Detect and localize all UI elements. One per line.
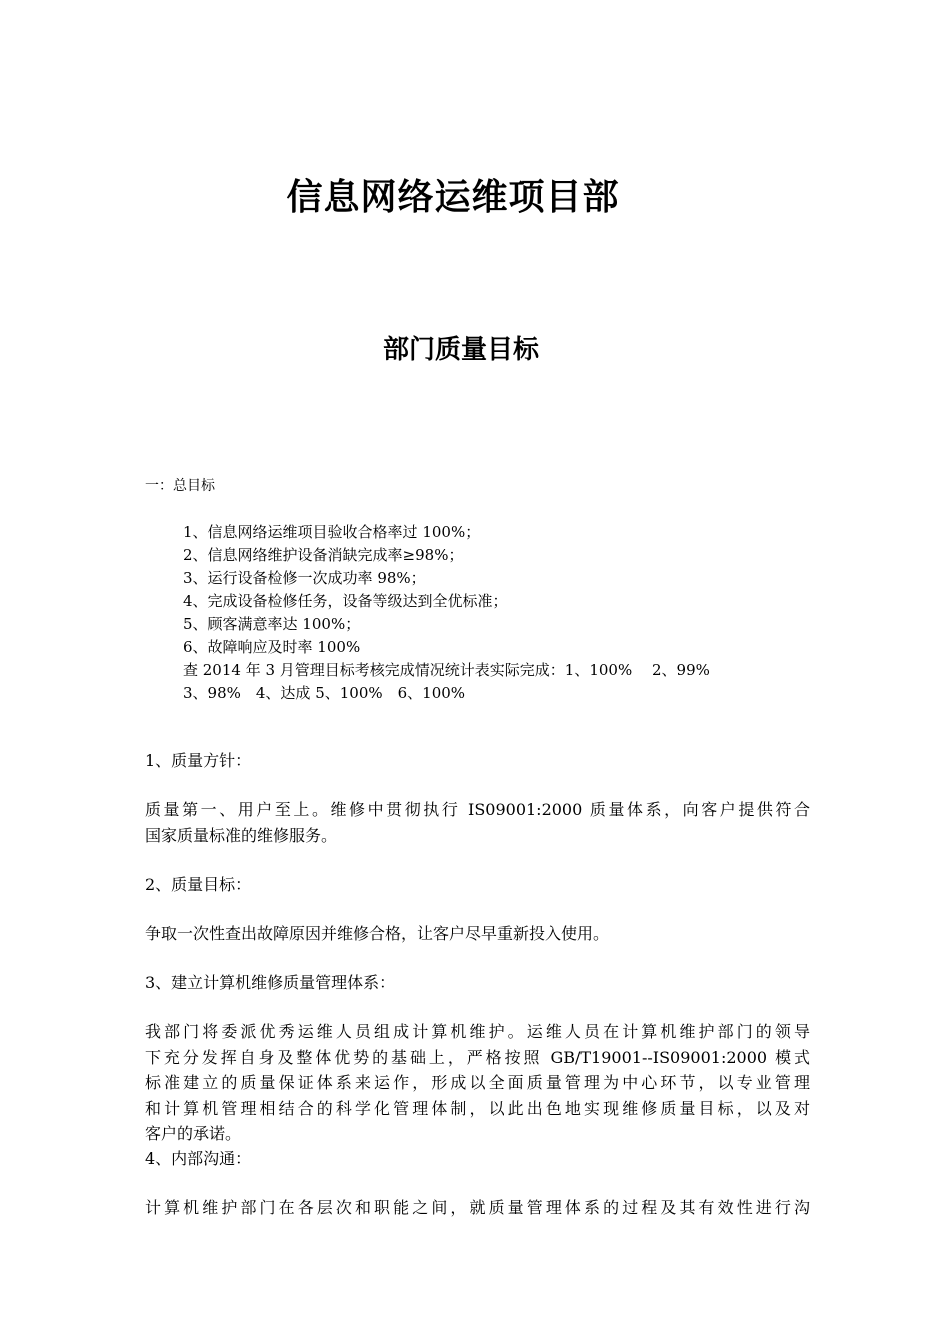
goal-list — [183, 521, 823, 705]
goal-item: 6、故障响应及时率 100% — [183, 638, 361, 656]
body-line: 争取一次性查出故障原因并维修合格，让客户尽早重新投入使用。 — [145, 924, 610, 943]
section-heading: 2、质量目标： — [145, 875, 252, 894]
overall-goal-heading: 一：总目标 — [145, 478, 215, 494]
section-heading: 3、建立计算机维修质量管理体系： — [145, 973, 396, 992]
body-line: 国家质量标准的维修服务。 — [145, 825, 338, 845]
document-title: 信息网络运维项目部 — [286, 177, 620, 218]
section-body — [145, 921, 810, 947]
body-line: 下充分发挥自身及整体优势的基础上，严格按照 GB/T19001--IS09001:2000 模式 — [145, 1047, 810, 1067]
body-line: 我部门将委派优秀运维人员组成计算机维护。运维人员在计算机维护部门的领导 — [145, 1022, 810, 1041]
goal-item: 3、运行设备检修一次成功率 98%； — [183, 569, 426, 587]
goal-summary-line: 查 2014 年 3 月管理目标考核完成情况统计表实际完成：1、100% 2、99% — [183, 661, 710, 679]
section-heading: 1、质量方针： — [145, 751, 252, 770]
body-line: 计算机维护部门在各层次和职能之间，就质量管理体系的过程及其有效性进行沟 — [145, 1198, 810, 1217]
goal-item: 5、顾客满意率达 100%； — [183, 615, 361, 633]
section-body — [145, 1195, 810, 1221]
document-subtitle: 部门质量目标 — [382, 335, 539, 365]
goal-item: 4、完成设备检修任务，设备等级达到全优标准； — [183, 592, 508, 610]
body-line: 质量第一、用户至上。维修中贯彻执行 IS09001:2000 质量体系，向客户提供符合 — [145, 800, 810, 819]
body-line: 和计算机管理相结合的科学化管理体制，以此出色地实现维修质量目标，以及对 — [145, 1098, 810, 1118]
section-heading: 4、内部沟通： — [145, 1149, 252, 1168]
section-body — [145, 797, 810, 848]
goal-summary-line: 3、98% 4、达成 5、100% 6、100% — [183, 684, 466, 702]
body-line: 标准建立的质量保证体系来运作，形成以全面质量管理为中心环节，以专业管理 — [145, 1073, 810, 1092]
section-body — [145, 1019, 810, 1147]
body-line: 客户的承诺。 — [145, 1124, 242, 1143]
goal-item: 2、信息网络维护设备消缺完成率≥98%； — [183, 546, 464, 564]
goal-item: 1、信息网络运维项目验收合格率过 100%； — [183, 523, 481, 541]
